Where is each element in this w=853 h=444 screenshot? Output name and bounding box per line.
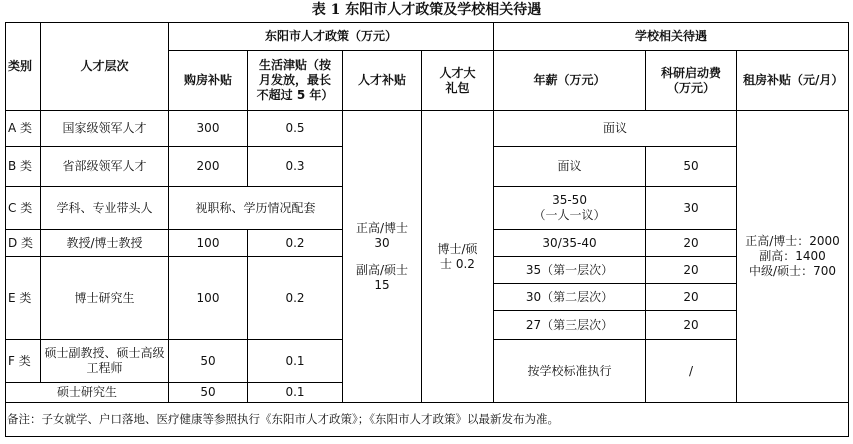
talent-subsidy-line: 副高/硕士 — [355, 262, 409, 277]
cell-level: 博士研究生 — [41, 257, 169, 340]
cell-level: 硕士副教授、硕士高级工程师 — [41, 340, 169, 383]
cell-salary — [494, 187, 646, 230]
cell-research: 20 — [646, 311, 737, 340]
header-rent-subsidy: 租房补贴（元/月） — [737, 51, 849, 111]
cell-house: 100 — [169, 257, 248, 340]
cell-research: 20 — [646, 230, 737, 257]
cell-house-living: 视职称、学历情况配套 — [169, 187, 343, 230]
cell-category: C 类 — [6, 187, 41, 230]
cell-salary: 面议 — [494, 111, 737, 147]
cell-salary: 面议 — [494, 147, 646, 187]
cell-research: / — [646, 340, 737, 403]
header-talent-subsidy: 人才补贴 — [343, 51, 422, 111]
cell-research: 50 — [646, 147, 737, 187]
talent-subsidy-line: 正高/博士 — [355, 220, 409, 235]
cell-house: 50 — [169, 383, 248, 403]
cell-salary: 30/35-40 — [494, 230, 646, 257]
package-line: 博士/硕 — [437, 241, 478, 256]
cell-category: B 类 — [6, 147, 41, 187]
cell-level: 硕士研究生 — [6, 383, 169, 403]
header-city-policy: 东阳市人才政策（万元） — [169, 23, 494, 51]
rent-line: 正高/博士：2000 — [745, 234, 840, 248]
cell-level: 教授/博士教授 — [41, 230, 169, 257]
header-row-1 — [6, 23, 849, 51]
cell-category: F 类 — [6, 340, 41, 383]
cell-level: 国家级领军人才 — [41, 111, 169, 147]
cell-research: 20 — [646, 284, 737, 311]
table-row-a — [6, 111, 849, 147]
cell-research: 20 — [646, 257, 737, 284]
talent-subsidy-line: 30 — [374, 235, 390, 250]
cell-house: 50 — [169, 340, 248, 383]
header-category: 类别 — [6, 23, 41, 111]
cell-category: E 类 — [6, 257, 41, 340]
cell-rent-merged — [737, 111, 849, 403]
cell-living: 0.2 — [248, 257, 343, 340]
cell-category: D 类 — [6, 230, 41, 257]
cell-level: 学科、专业带头人 — [41, 187, 169, 230]
header-research-funds: 科研启动费（万元） — [646, 51, 737, 111]
talent-subsidy-line: 15 — [374, 277, 390, 292]
cell-living: 0.1 — [248, 340, 343, 383]
header-living-allowance: 生活津贴（按月发放，最长不超过 5 年） — [248, 51, 343, 111]
cell-talent-package-merged — [422, 111, 494, 403]
talent-policy-table — [5, 22, 849, 437]
package-line: 士 0.2 — [440, 256, 475, 271]
table-title: 表 1 东阳市人才政策及学校相关待遇 — [311, 2, 542, 18]
header-school-benefits: 学校相关待遇 — [494, 23, 849, 51]
cell-living: 0.2 — [248, 230, 343, 257]
cell-living: 0.3 — [248, 147, 343, 187]
table-row-note — [6, 403, 849, 437]
cell-salary: 按学校标准执行 — [494, 340, 646, 403]
salary-range: 35-50 — [552, 193, 587, 207]
header-annual-salary: 年薪（万元） — [494, 51, 646, 111]
salary-note: （一人一议） — [533, 208, 606, 222]
cell-house: 200 — [169, 147, 248, 187]
cell-level: 省部级领军人才 — [41, 147, 169, 187]
cell-house: 300 — [169, 111, 248, 147]
cell-salary: 30（第二层次） — [494, 284, 646, 311]
cell-research: 30 — [646, 187, 737, 230]
cell-house: 100 — [169, 230, 248, 257]
cell-salary: 35（第一层次） — [494, 257, 646, 284]
cell-talent-subsidy-merged — [343, 111, 422, 403]
cell-living: 0.1 — [248, 383, 343, 403]
header-talent-package: 人才大礼包 — [422, 51, 494, 111]
header-talent-level: 人才层次 — [41, 23, 169, 111]
table-note: 备注：子女就学、户口落地、医疗健康等参照执行《东阳市人才政策》；《东阳市人才政策》以最新发布为准。 — [6, 403, 849, 437]
cell-category: A 类 — [6, 111, 41, 147]
cell-living: 0.5 — [248, 111, 343, 147]
cell-salary: 27（第三层次） — [494, 311, 646, 340]
rent-line: 中级/硕士：700 — [749, 264, 836, 278]
rent-line: 副高：1400 — [759, 249, 826, 263]
header-housing-purchase: 购房补贴 — [169, 51, 248, 111]
